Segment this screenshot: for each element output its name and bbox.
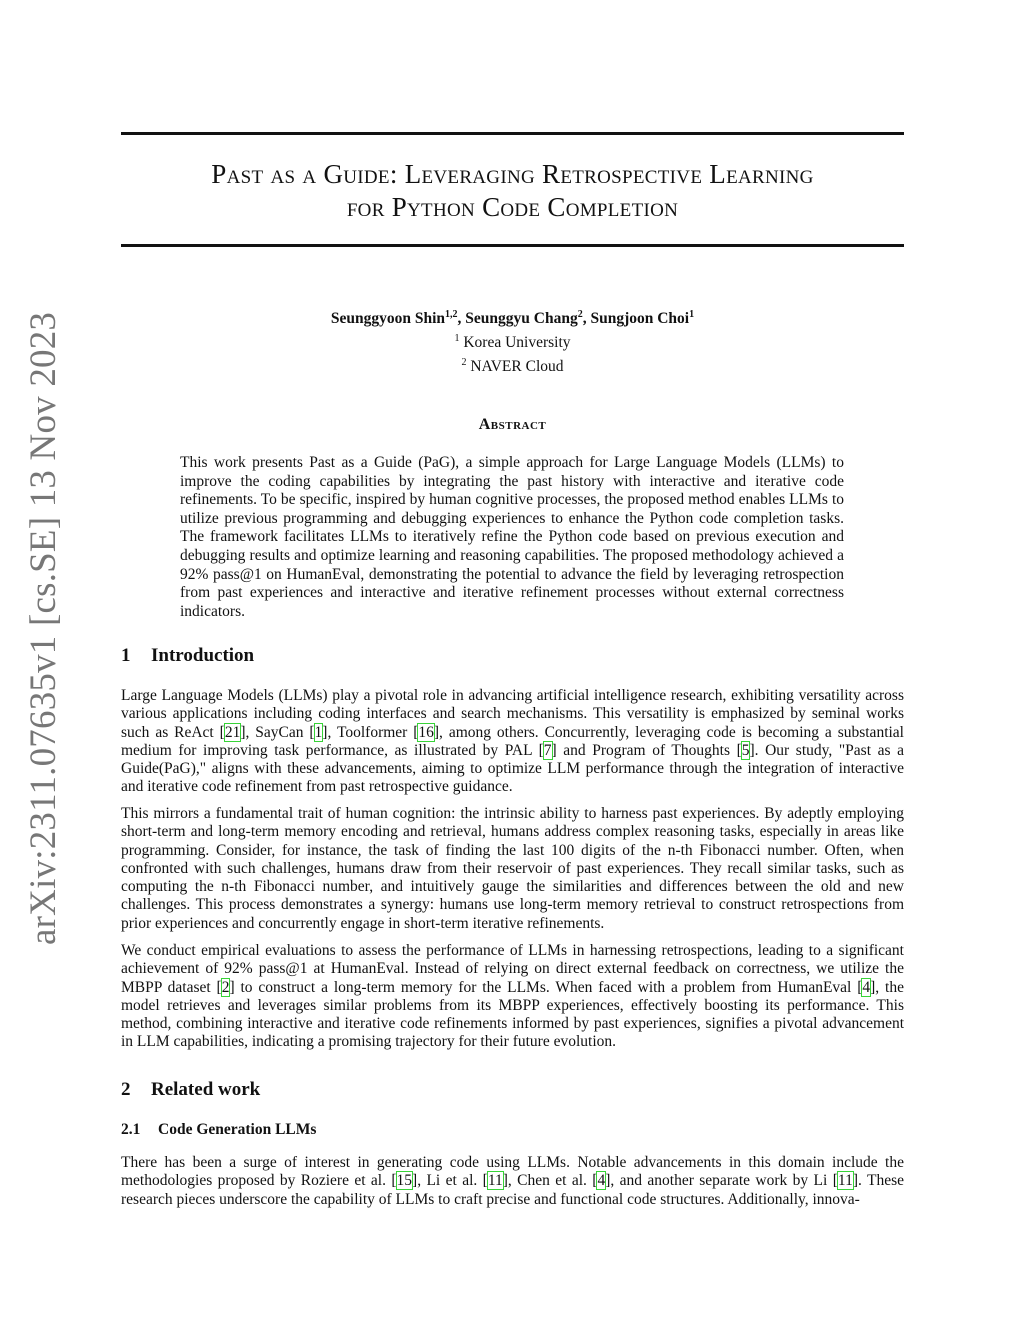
affiliation-1-name: Korea University [463, 334, 571, 352]
citation-link[interactable]: 16 [418, 723, 434, 741]
author-block [121, 305, 904, 377]
author-3: Sungjoon Choi [590, 310, 690, 328]
text-run: ] and Program of Thoughts [ [551, 741, 742, 759]
citation-link[interactable]: 15 [396, 1172, 413, 1190]
section-1-number: 1 [121, 645, 131, 666]
intro-paragraph-3 [121, 942, 904, 1052]
section-1-heading [121, 645, 254, 667]
intro-paragraph-2: This mirrors a fundamental trait of human cognition: the intrinsic ability to harness past experiences. By adeptly employing short-term and long-term memory encoding and retrieval, humans address complex reasoning tasks, especially in areas like programming. Consider, for instance, the task of finding the last 100 digits of the n-th Fibonacci number. Often, when confronted with such challenges, humans draw from their reservoir of past experiences. They recall similar tasks, such as computing the n-th Fibonacci number, and intuitively gauge the similarities and differences between the old and new challenges. This process demonstrates a synergy: humans use long-term memory retrieval to construct retrospections from prior experiences and concurrently engage in short-term iterative refinements. [121, 805, 904, 932]
top-rule [121, 132, 904, 135]
title-line-2: for Python Code Completion [346, 192, 679, 222]
text-run: ]. Our study, "Past as a Guide(PaG)," aligns with these advancements, aiming to optimize LLM performance through the integration of interactive and iterative code refinement from past retrospective guidance. [121, 741, 904, 796]
related-paragraph-1 [121, 1154, 904, 1209]
affiliation-1-num: 1 [454, 333, 460, 345]
affiliation-2-name: NAVER Cloud [470, 358, 564, 376]
title-bottom-rule [121, 244, 904, 247]
arxiv-stamp: arXiv:2311.07635v1 [cs.SE] 13 Nov 2023 [23, 311, 64, 945]
abstract-heading: Abstract [478, 416, 547, 433]
section-2-heading [121, 1079, 260, 1101]
text-run: ], among others. Concurrently, leveraging code is becoming a substantial medium for improving task performance, as illustrated by PAL [ [121, 723, 904, 759]
citation-link[interactable]: 5 [741, 741, 750, 759]
citation-link[interactable]: 2 [221, 978, 230, 996]
affiliation-2 [121, 353, 904, 377]
text-run: ], and another separate work by Li [ [605, 1172, 838, 1190]
citation-link[interactable]: 1 [314, 723, 323, 741]
citation-link[interactable]: 11 [487, 1172, 503, 1190]
author-names: Seunggyoon Shin$^{1,2}$, Seunggyu Chang$^2$, Sungjoon Choi$^1$ [330, 309, 695, 328]
section-1-title: Introduction [151, 645, 255, 666]
affiliation-2-num: 2 [461, 357, 467, 369]
citation-link[interactable]: 21 [224, 723, 241, 741]
author-2: Seunggyu Chang [465, 310, 578, 328]
author-1: Seunggyoon Shin [330, 310, 446, 328]
subsection-2-1-heading [121, 1121, 316, 1139]
text-run: We conduct empirical evaluations to assess the performance of LLMs in harnessing retrospections, leading to a significant achievement of 92% pass@1 at HumanEval. Instead of relying on direct external feedback on correctness, we utilize the MBPP dataset [ [121, 942, 904, 996]
author-2-affil: 2 [577, 309, 583, 320]
subsection-2-1-number: 2.1 [121, 1121, 141, 1138]
author-1-affil: 1,2 [445, 309, 458, 320]
citation-link[interactable]: 7 [543, 741, 552, 759]
text-run: ] to construct a long-term memory for the LLMs. When faced with a problem from HumanEval [ [229, 978, 863, 996]
author-3-affil: 1 [689, 309, 695, 320]
subsection-2-1-title: Code Generation LLMs [158, 1121, 317, 1138]
title-line-1: Past as a Guide: Leveraging Retrospective Learning [211, 159, 814, 189]
text-run: ], the model retrieves and leverages similar problems from its MBPP experiences, effectively boosting its performance. This method, combining interactive and iterative code refinements informed by past experiences, signifies a pivotal advancement in LLM capabilities, indicating a promising trajectory for their future evolution. [121, 978, 904, 1051]
intro-paragraph-1 [121, 687, 904, 797]
citation-link[interactable]: 4 [862, 978, 871, 996]
text-run: ], Toolformer [ [322, 723, 419, 741]
affiliation-1 [121, 329, 904, 353]
text-run: ], Chen et al. [ [502, 1172, 598, 1190]
text-run: There has been a surge of interest in generating code using LLMs. Notable advancements in this domain include the methodologies proposed by Roziere et al. [ [121, 1154, 904, 1190]
section-2-number: 2 [121, 1079, 131, 1100]
citation-link[interactable]: 4 [597, 1172, 606, 1190]
paper-title [121, 158, 904, 224]
text-run: Large Language Models (LLMs) play a pivotal role in advancing artificial intelligence research, exhibiting versatility across various applications including coding interfaces and search mechanisms. This versatility is emphasized by seminal works such as ReAct [ [121, 687, 904, 741]
text-run: ]. These research pieces underscore the capability of LLMs to craft precise and functional code structures. Additionally, innova- [121, 1172, 904, 1208]
section-2-title: Related work [151, 1079, 261, 1100]
citation-link[interactable]: 11 [837, 1172, 853, 1190]
abstract-text: This work presents Past as a Guide (PaG), a simple approach for Large Language Models (LLMs) to improve the coding capabilities by integrating the past history with interactive and iterative code refinements. To be specific, inspired by human cognitive processes, the proposed method enables LLMs to utilize previous programming and debugging experiences to enhance the Python code completion tasks. The framework facilitates LLMs to iteratively refine the Python code based on previous execution and debugging results and optimize learning and reasoning capabilities. The proposed methodology achieved a 92% pass@1 on HumanEval, demonstrating the potential to advance the field by leveraging retrospection from past experiences and interactive and iterative refinement processes without external correctness indicators. [180, 454, 844, 620]
text-run: ], SayCan [ [240, 723, 315, 741]
text-run: ], Li et al. [ [412, 1172, 488, 1190]
